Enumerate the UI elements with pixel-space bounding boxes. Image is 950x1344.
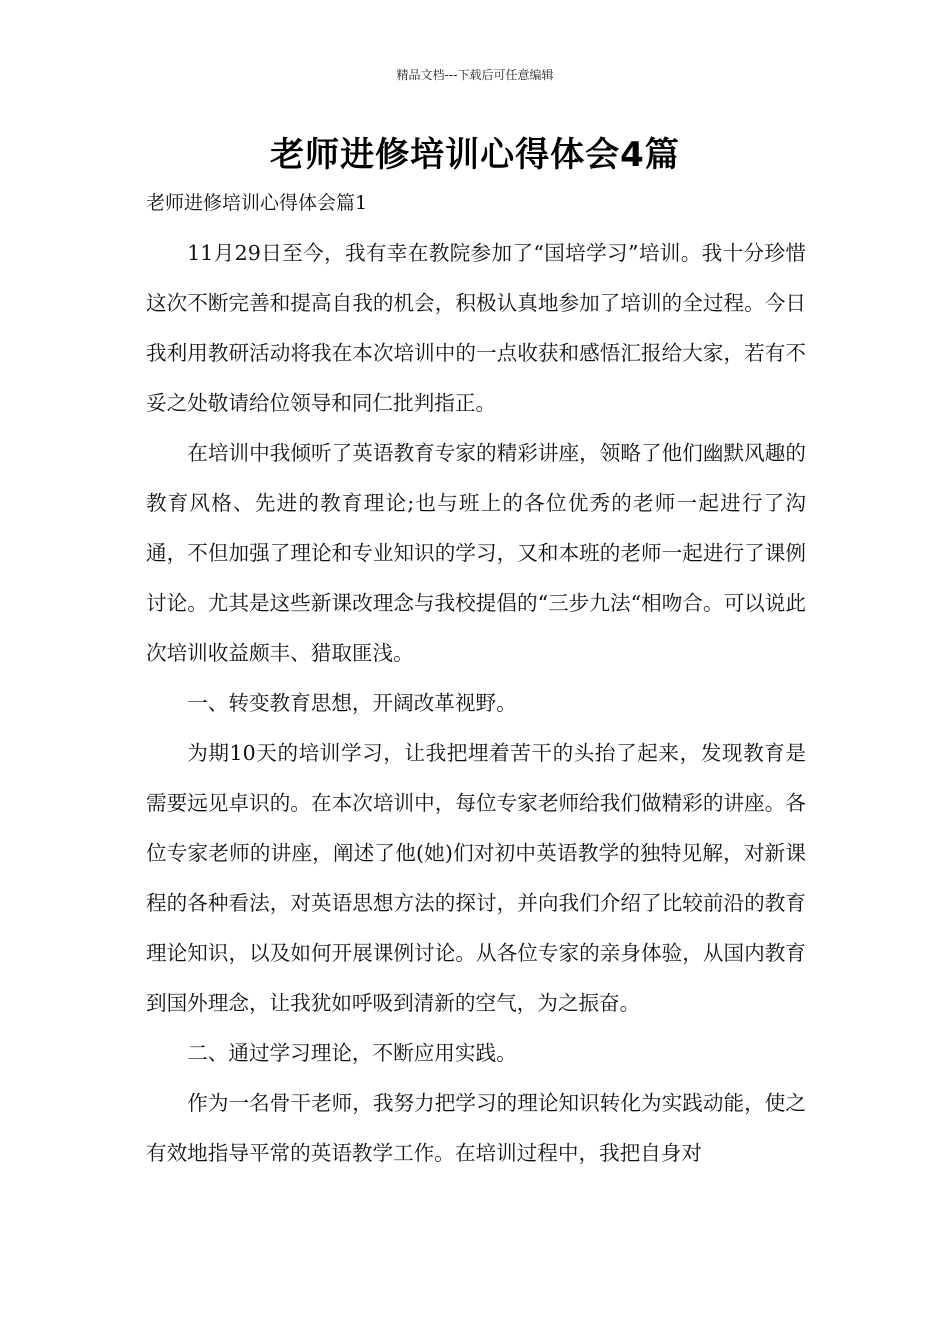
paragraph-ten-days: 为期10天的培训学习，让我把埋着苦干的头抬了起来，发现教育是需要远见卓识的。在本次培训中，每位专家老师给我们做精彩的讲座。各位专家老师的讲座，阐述了他(她)们对初中英语教学的独特见解，对新课程的各种看法，对英语思想方法的探讨，并向我们介绍了比较前沿的教育理论知识，以及如何开展课例讨论。从各位专家的亲身体验，从国内教育到国外理念，让我犹如呼吸到清新的空气，为之振奋。 [146, 741, 806, 1015]
document-body [146, 228, 806, 1178]
section-heading: 老师进修培训心得体会篇1 [146, 192, 368, 214]
subheading-change-thinking: 一、转变教育思想，开阔改革视野。 [187, 691, 517, 715]
paragraph-lectures: 在培训中我倾听了英语教育专家的精彩讲座，领略了他们幽默风趣的教育风格、先进的教育理论;也与班上的各位优秀的老师一起进行了沟通，不但加强了理论和专业知识的学习，又和本班的老师一起进行了课例讨论。尤其是这些新课改理念与我校提倡的“三步九法“相吻合。可以说此次培训收益颇丰、猎取匪浅。 [146, 441, 806, 665]
paragraph-intro: 11月29日至今，我有幸在教院参加了“国培学习”培训。我十分珍惜这次不断完善和提高自我的机会，积极认真地参加了培训的全过程。今日我利用教研活动将我在本次培训中的一点收获和感悟汇报给大家，若有不妥之处敬请给位领导和同仁批判指正。 [146, 241, 806, 415]
header-note: 精品文档---下载后可任意编辑 [396, 68, 554, 82]
document-title: 老师进修培训心得体会4篇 [270, 135, 680, 175]
subheading-theory-practice: 二、通过学习理论，不断应用实践。 [187, 1041, 517, 1065]
paragraph-backbone-teacher: 作为一名骨干老师，我努力把学习的理论知识转化为实践动能，使之有效地指导平常的英语教学工作。在培训过程中，我把自身对 [146, 1091, 806, 1165]
